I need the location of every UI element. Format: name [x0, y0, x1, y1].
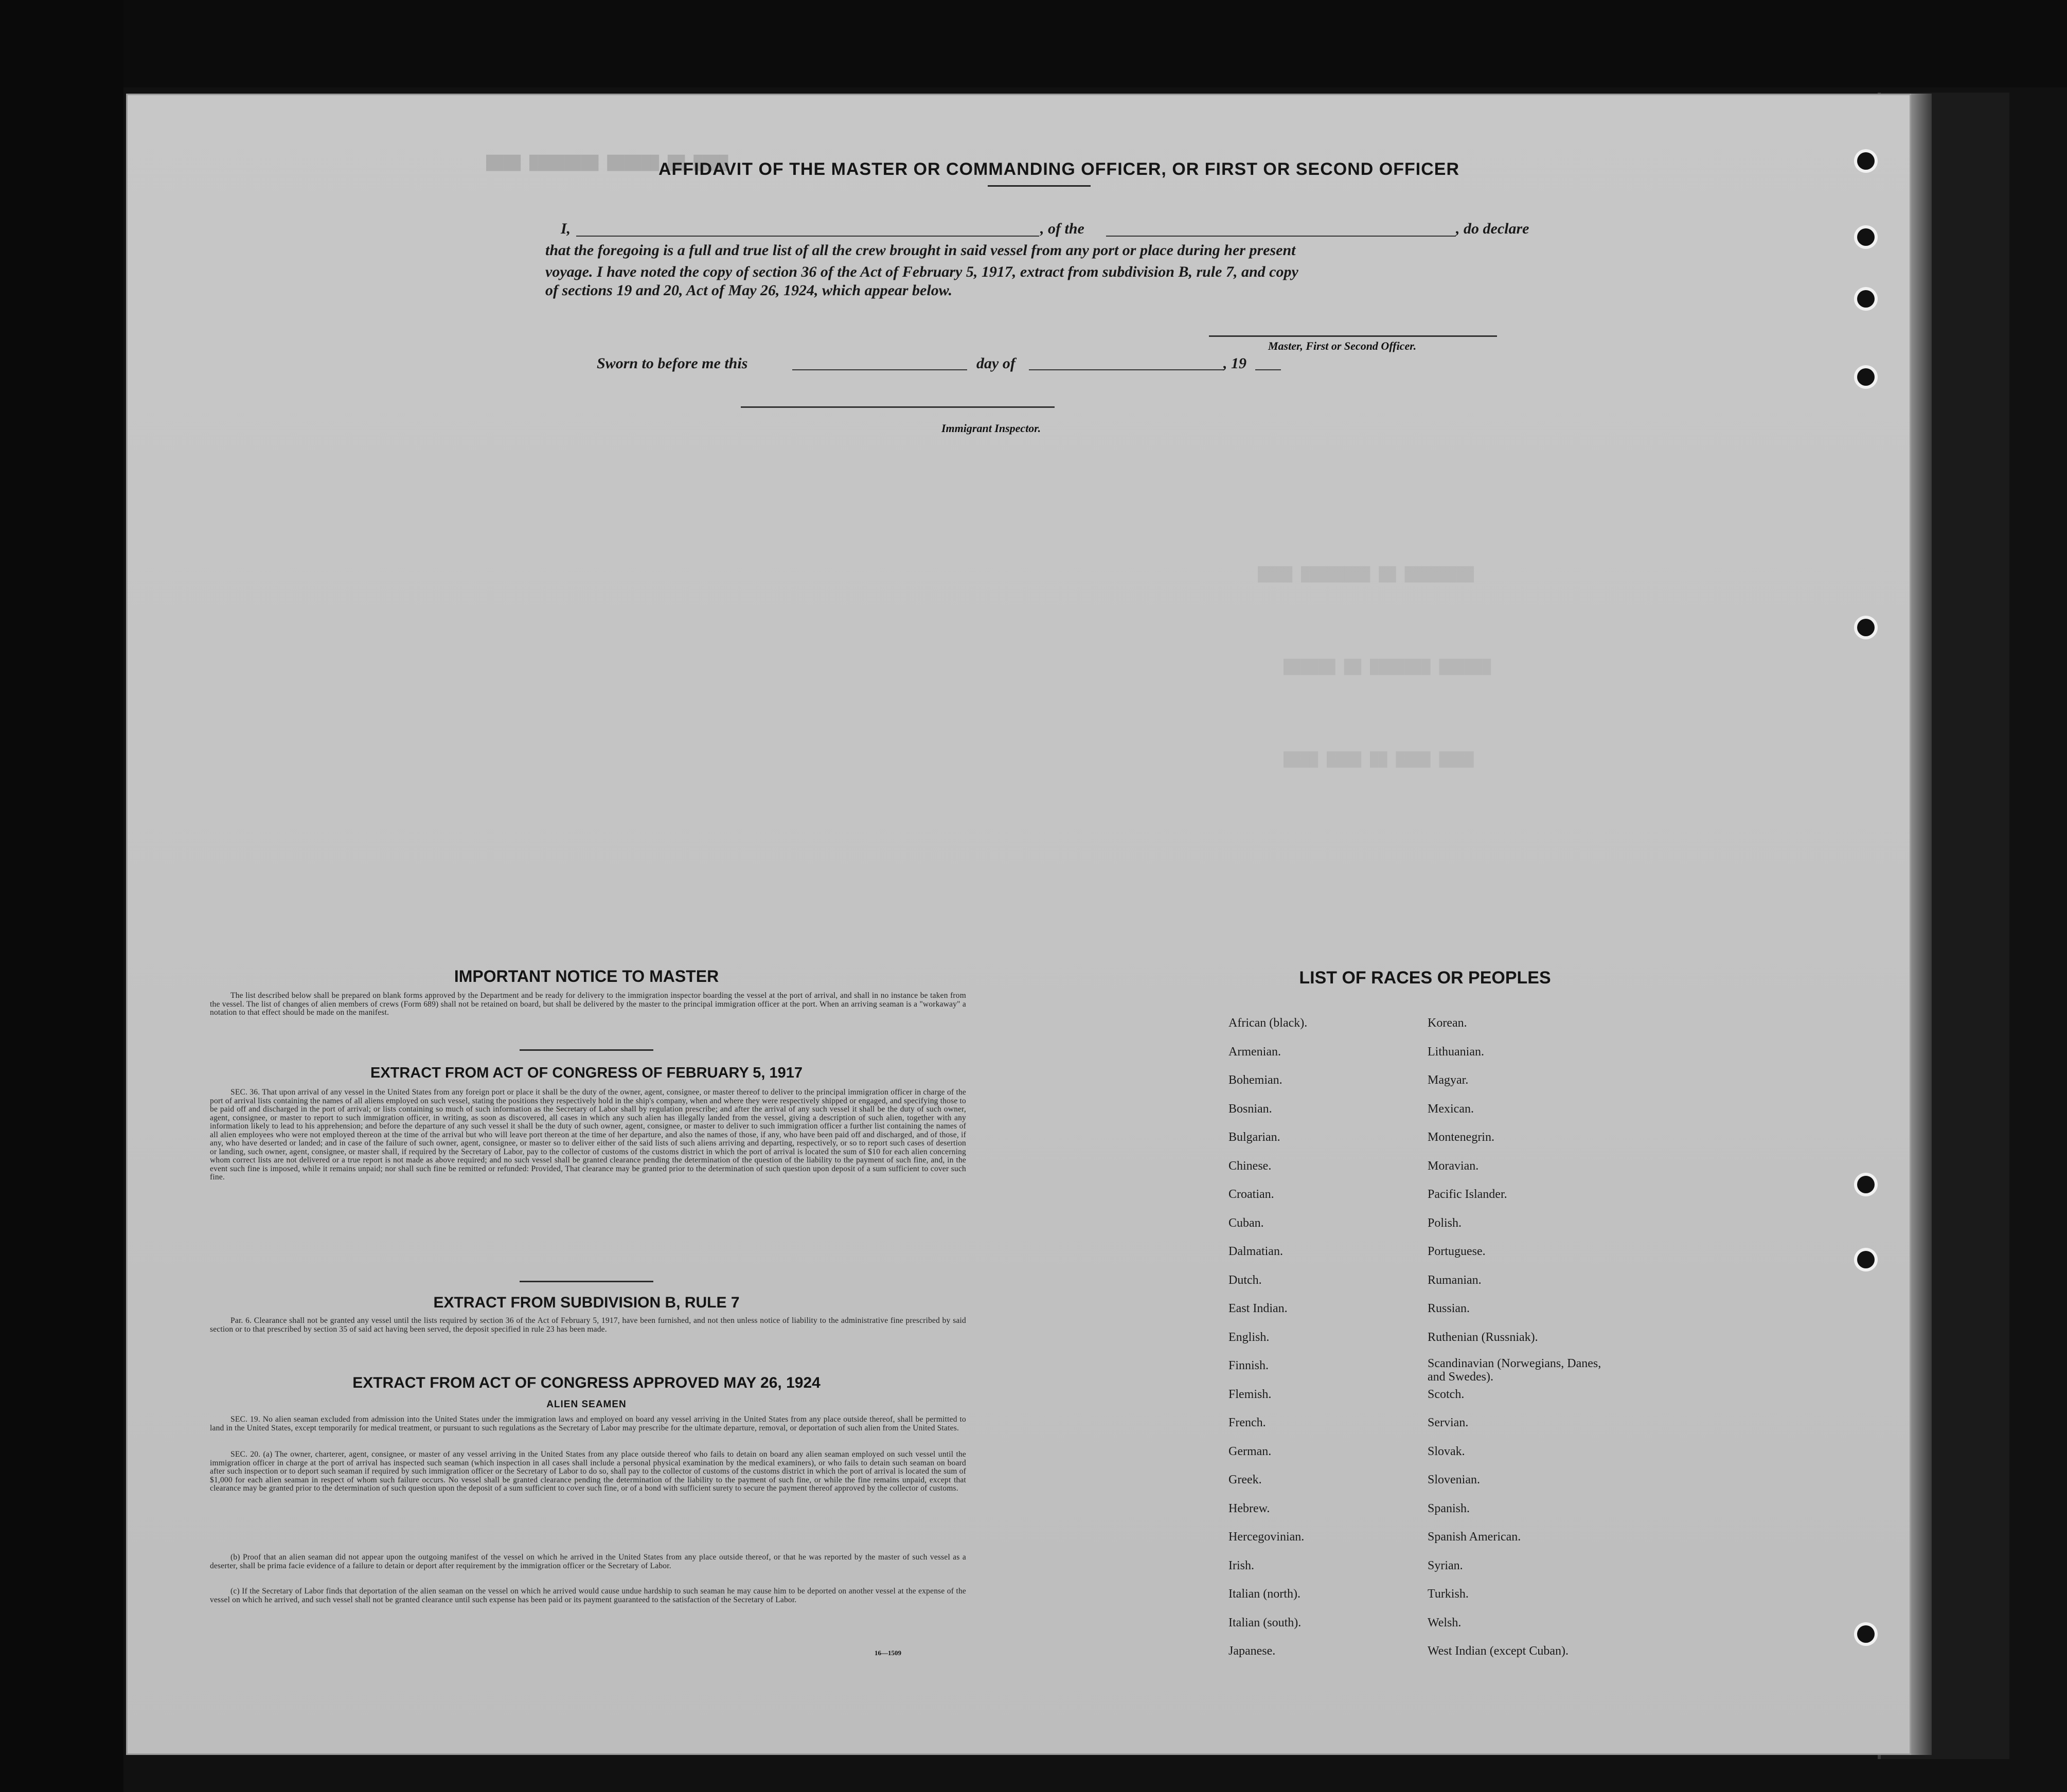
race-item: Greek. [1228, 1473, 1262, 1486]
race-item: Ruthenian (Russniak). [1428, 1330, 1538, 1344]
name-field[interactable] [576, 236, 1039, 237]
do-declare-label: , do declare [1456, 220, 1529, 237]
sworn-day-field[interactable] [792, 369, 967, 370]
day-of-label: day of [976, 355, 1015, 372]
race-item: Chinese. [1228, 1159, 1272, 1173]
race-item: Bosnian. [1228, 1102, 1272, 1116]
bleed-through: ████ ████████ ██████ ██ ████ [486, 155, 728, 171]
extract-1924-title: EXTRACT FROM ACT OF CONGRESS APPROVED MAY 26, 1924 [352, 1374, 821, 1391]
race-item: Russian. [1428, 1302, 1470, 1315]
race-item: West Indian (except Cuban). [1428, 1644, 1569, 1658]
race-item: Hercegovinian. [1228, 1530, 1305, 1544]
races-right-column [1428, 1016, 1757, 1664]
race-item: Magyar. [1428, 1073, 1469, 1087]
inspector-signature-line[interactable] [741, 406, 1055, 408]
title-rule [988, 185, 1091, 187]
race-item: Italian (north). [1228, 1587, 1300, 1601]
race-item: Dalmatian. [1228, 1245, 1283, 1258]
race-item: Polish. [1428, 1216, 1462, 1230]
race-item: Montenegrin. [1428, 1131, 1494, 1144]
race-item: Turkish. [1428, 1587, 1469, 1601]
sec19-text: SEC. 19. No alien seaman excluded from admission into the United States under the immigration laws and employed on board any vessel arriving in the United States from any place outside thereof, shall be permitted to land in the United States, except temporarily for medical treatment, or pursuant to such regulations as the Secretary of Labor may prescribe for the ultimate departure, removal, or deportation of such alien from the United States. [210, 1415, 966, 1432]
race-item: Bohemian. [1228, 1073, 1282, 1087]
signature-label: Master, First or Second Officer. [1268, 339, 1417, 352]
binding-hole [1857, 619, 1875, 636]
scan-background-top [0, 0, 2067, 87]
races-title: LIST OF RACES OR PEOPLES [1299, 968, 1551, 988]
race-item: Welsh. [1428, 1616, 1462, 1629]
form-number: 16—1509 [875, 1649, 901, 1657]
binding-hole [1857, 368, 1875, 386]
binding-hole [1857, 1251, 1875, 1268]
race-item: Rumanian. [1428, 1273, 1482, 1287]
race-item: Irish. [1228, 1558, 1254, 1572]
of-the-label: , of the [1040, 220, 1084, 237]
affidavit-line-3: voyage. I have noted the copy of section 36 of the Act of February 5, 1917, extract from subdivision B, rule 7, and copy [545, 263, 1298, 280]
year-label: , 19 [1223, 355, 1246, 372]
race-item: Spanish. [1428, 1501, 1470, 1515]
race-item: Dutch. [1228, 1273, 1262, 1287]
affidavit-line-4: of sections 19 and 20, Act of May 26, 1924, which appear below. [545, 282, 953, 299]
binding-hole [1857, 152, 1875, 170]
race-item: Mexican. [1428, 1102, 1474, 1116]
race-item: Flemish. [1228, 1387, 1272, 1401]
sec20c-text: (c) If the Secretary of Labor finds that deportation of the alien seaman on the vessel on which he arrived would cause undue hardship to such seaman he may cause him to be deported on another vessel at the expense of the vessel on which he arrived, and such vessel shall not be granted clearance until such expense has been paid or its payment guaranteed to the satisfaction of the Secretary of Labor. [210, 1587, 966, 1604]
race-item: Syrian. [1428, 1558, 1463, 1572]
race-item: Korean. [1428, 1016, 1467, 1030]
race-item: French. [1228, 1416, 1266, 1429]
race-item: Cuban. [1228, 1216, 1264, 1230]
vessel-field[interactable] [1106, 236, 1456, 237]
race-item: Pacific Islander. [1428, 1188, 1507, 1201]
race-item: Spanish American. [1428, 1530, 1521, 1544]
affidavit-title: AFFIDAVIT OF THE MASTER OR COMMANDING OFFICER, OR FIRST OR SECOND OFFICER [658, 159, 1459, 179]
race-item: East Indian. [1228, 1302, 1288, 1315]
race-item: Hebrew. [1228, 1501, 1270, 1515]
race-item: African (black). [1228, 1016, 1308, 1030]
extract-1917-title: EXTRACT FROM ACT OF CONGRESS OF FEBRUARY 5, 1917 [370, 1065, 803, 1081]
sec20b-text: (b) Proof that an alien seaman did not appear upon the outgoing manifest of the vessel on which he arrived in the United States from any place outside thereof, or that he was reported by the master of such vessel as a deserter, shall be prima facie evidence of a failure to detain or deport after requirement by the immigration officer or the Secretary of Labor. [210, 1553, 966, 1570]
race-item: Portuguese. [1428, 1245, 1486, 1258]
race-item: Finnish. [1228, 1359, 1269, 1372]
race-item: Servian. [1428, 1416, 1469, 1429]
binding-hole [1857, 1176, 1875, 1193]
alien-seamen-subtitle: ALIEN SEAMEN [546, 1399, 627, 1410]
race-item: Lithuanian. [1428, 1045, 1484, 1059]
race-item: Croatian. [1228, 1188, 1274, 1201]
race-item: Armenian. [1228, 1045, 1281, 1059]
notice-text: The list described below shall be prepared on blank forms approved by the Department and be ready for delivery to the immigration inspector boarding the vessel at the port of arrival, and shall in no instance be taken from the vessel. The list of changes of alien members of crews (Form 689) shall not be retained on board, but shall be delivered by the master to the principal immigration officer at the port. When an arriving seaman is a "workaway" a notation to that effect should be made on the manifest. [210, 991, 966, 1017]
bleed-through: ████ ████████ ██ ████████ [1258, 567, 1474, 583]
notice-title: IMPORTANT NOTICE TO MASTER [454, 967, 719, 985]
signature-line[interactable] [1209, 335, 1497, 337]
affidavit-i-label: I, [561, 220, 571, 237]
binding-hole [1857, 1625, 1875, 1643]
race-item: Italian (south). [1228, 1616, 1302, 1629]
race-item: Scotch. [1428, 1387, 1465, 1401]
inspector-label: Immigrant Inspector. [941, 422, 1041, 435]
rule7-title: EXTRACT FROM SUBDIVISION B, RULE 7 [433, 1294, 740, 1311]
race-item: Japanese. [1228, 1644, 1276, 1658]
affidavit-line-2: that the foregoing is a full and true list of all the crew brought in said vessel from any port or place during her present [545, 242, 1296, 259]
binding-hole [1857, 228, 1875, 246]
section-rule [520, 1281, 653, 1282]
sworn-year-field[interactable] [1255, 369, 1281, 370]
race-item: Moravian. [1428, 1159, 1479, 1173]
sworn-month-field[interactable] [1029, 369, 1224, 370]
rule7-text: Par. 6. Clearance shall not be granted any vessel until the lists required by section 36 of the Act of February 5, 1917, have been furnished, and not then unless notice of liability to the administrative fine prescribed by said section or to that prescribed by section 35 of said act having been served, the deposit specified in rule 23 has been made. [210, 1316, 966, 1334]
race-item: English. [1228, 1330, 1270, 1344]
section-rule [520, 1049, 653, 1051]
sworn-label: Sworn to before me this [597, 355, 748, 372]
race-item: Slovak. [1428, 1444, 1465, 1458]
race-item: Scandinavian (Norwegians, Danes, and Swedes). [1428, 1357, 1601, 1384]
race-item: German. [1228, 1444, 1272, 1458]
binding-hole [1857, 290, 1875, 308]
race-item: Slovenian. [1428, 1473, 1480, 1486]
sec20a-text: SEC. 20. (a) The owner, charterer, agent, consignee, or master of any vessel arriving in the United States from any place outside thereof who fails to detain on board any alien seaman employed on such vessel until the immigration officer in charge at the port of arrival has inspected such seaman (which inspection in all cases shall include a personal physical examination by the medical examiners), or who fails to detain such seaman on board after such inspection or to deport such seaman if required by such immigration officer or the Secretary of Labor to do so, shall pay to the collector of customs of the customs district in which the port of arrival is located the sum of $1,000 for each alien seaman in respect of whom such failure occurs. No vessel shall be granted clearance pending the determination of the liability to the payment of such fine, or while the fine remains unpaid, except that clearance may be granted prior to the determination of such question upon the deposit of a sum sufficient to cover such fine, or of a bond with sufficient surety to secure the payment thereof approved by the collector of customs. [210, 1450, 966, 1493]
race-item: Bulgarian. [1228, 1131, 1280, 1144]
extract-1917-text: SEC. 36. That upon arrival of any vessel in the United States from any foreign port or place it shall be the duty of the owner, agent, consignee, or master thereof to deliver to the principal immigration officer in charge of the port of arrival lists containing the names of all aliens employed on such vessel, stating the positions they respectively hold in the ship's company, when and where they were respectively shipped or engaged, and specifying those to be paid off and discharged in the port of arrival; or lists containing so much of such information as the Secretary of Labor shall by regulation prescribe; and after the arrival of any such vessel it shall be the duty of such owner, agent, consignee, or master to report to such immigration officer, in writing, as soon as discovered, all cases in which any such alien has illegally landed from the vessel, giving a description of such alien, together with any information likely to lead to his apprehension; and before the departure of any such vessel it shall be the duty of such owner, agent, consignee, or master to deliver to such immigration officer a further list containing the names of all alien employees who were not employed thereon at the time of the arrival but who will leave port thereon at the time of her departure, and also the names of those, if any, who have been paid off and discharged, and of those, if any, who have deserted or landed; and in case of the failure of such owner, agent, consignee, or master so to deliver either of the said lists of such aliens arriving and departing, respectively, or so to report such cases of desertion or landing, such owner, agent, consignee, or master shall, if required by the Secretary of Labor, pay to the collector of customs of the customs district in which the port of arrival is located the sum of $10 for each alien concerning whom correct lists are not delivered or a true report is not made as above required; and no such vessel shall be granted clearance pending the determination of the question of the liability to the payment of such fine, and, in the event such fine is imposed, while it remains unpaid; nor shall such fine be remitted or refunded: Provided, That clearance may be granted prior to the determination of such question upon deposit of a sum sufficient to cover such fine. [210, 1088, 966, 1181]
page-edge [1911, 94, 1932, 1755]
bleed-through: ████ ████ ██ ████ ████ [1284, 752, 1474, 768]
bleed-through: ██████ ██ ███████ ██████ [1284, 659, 1491, 675]
scan-background-left [0, 0, 123, 1792]
